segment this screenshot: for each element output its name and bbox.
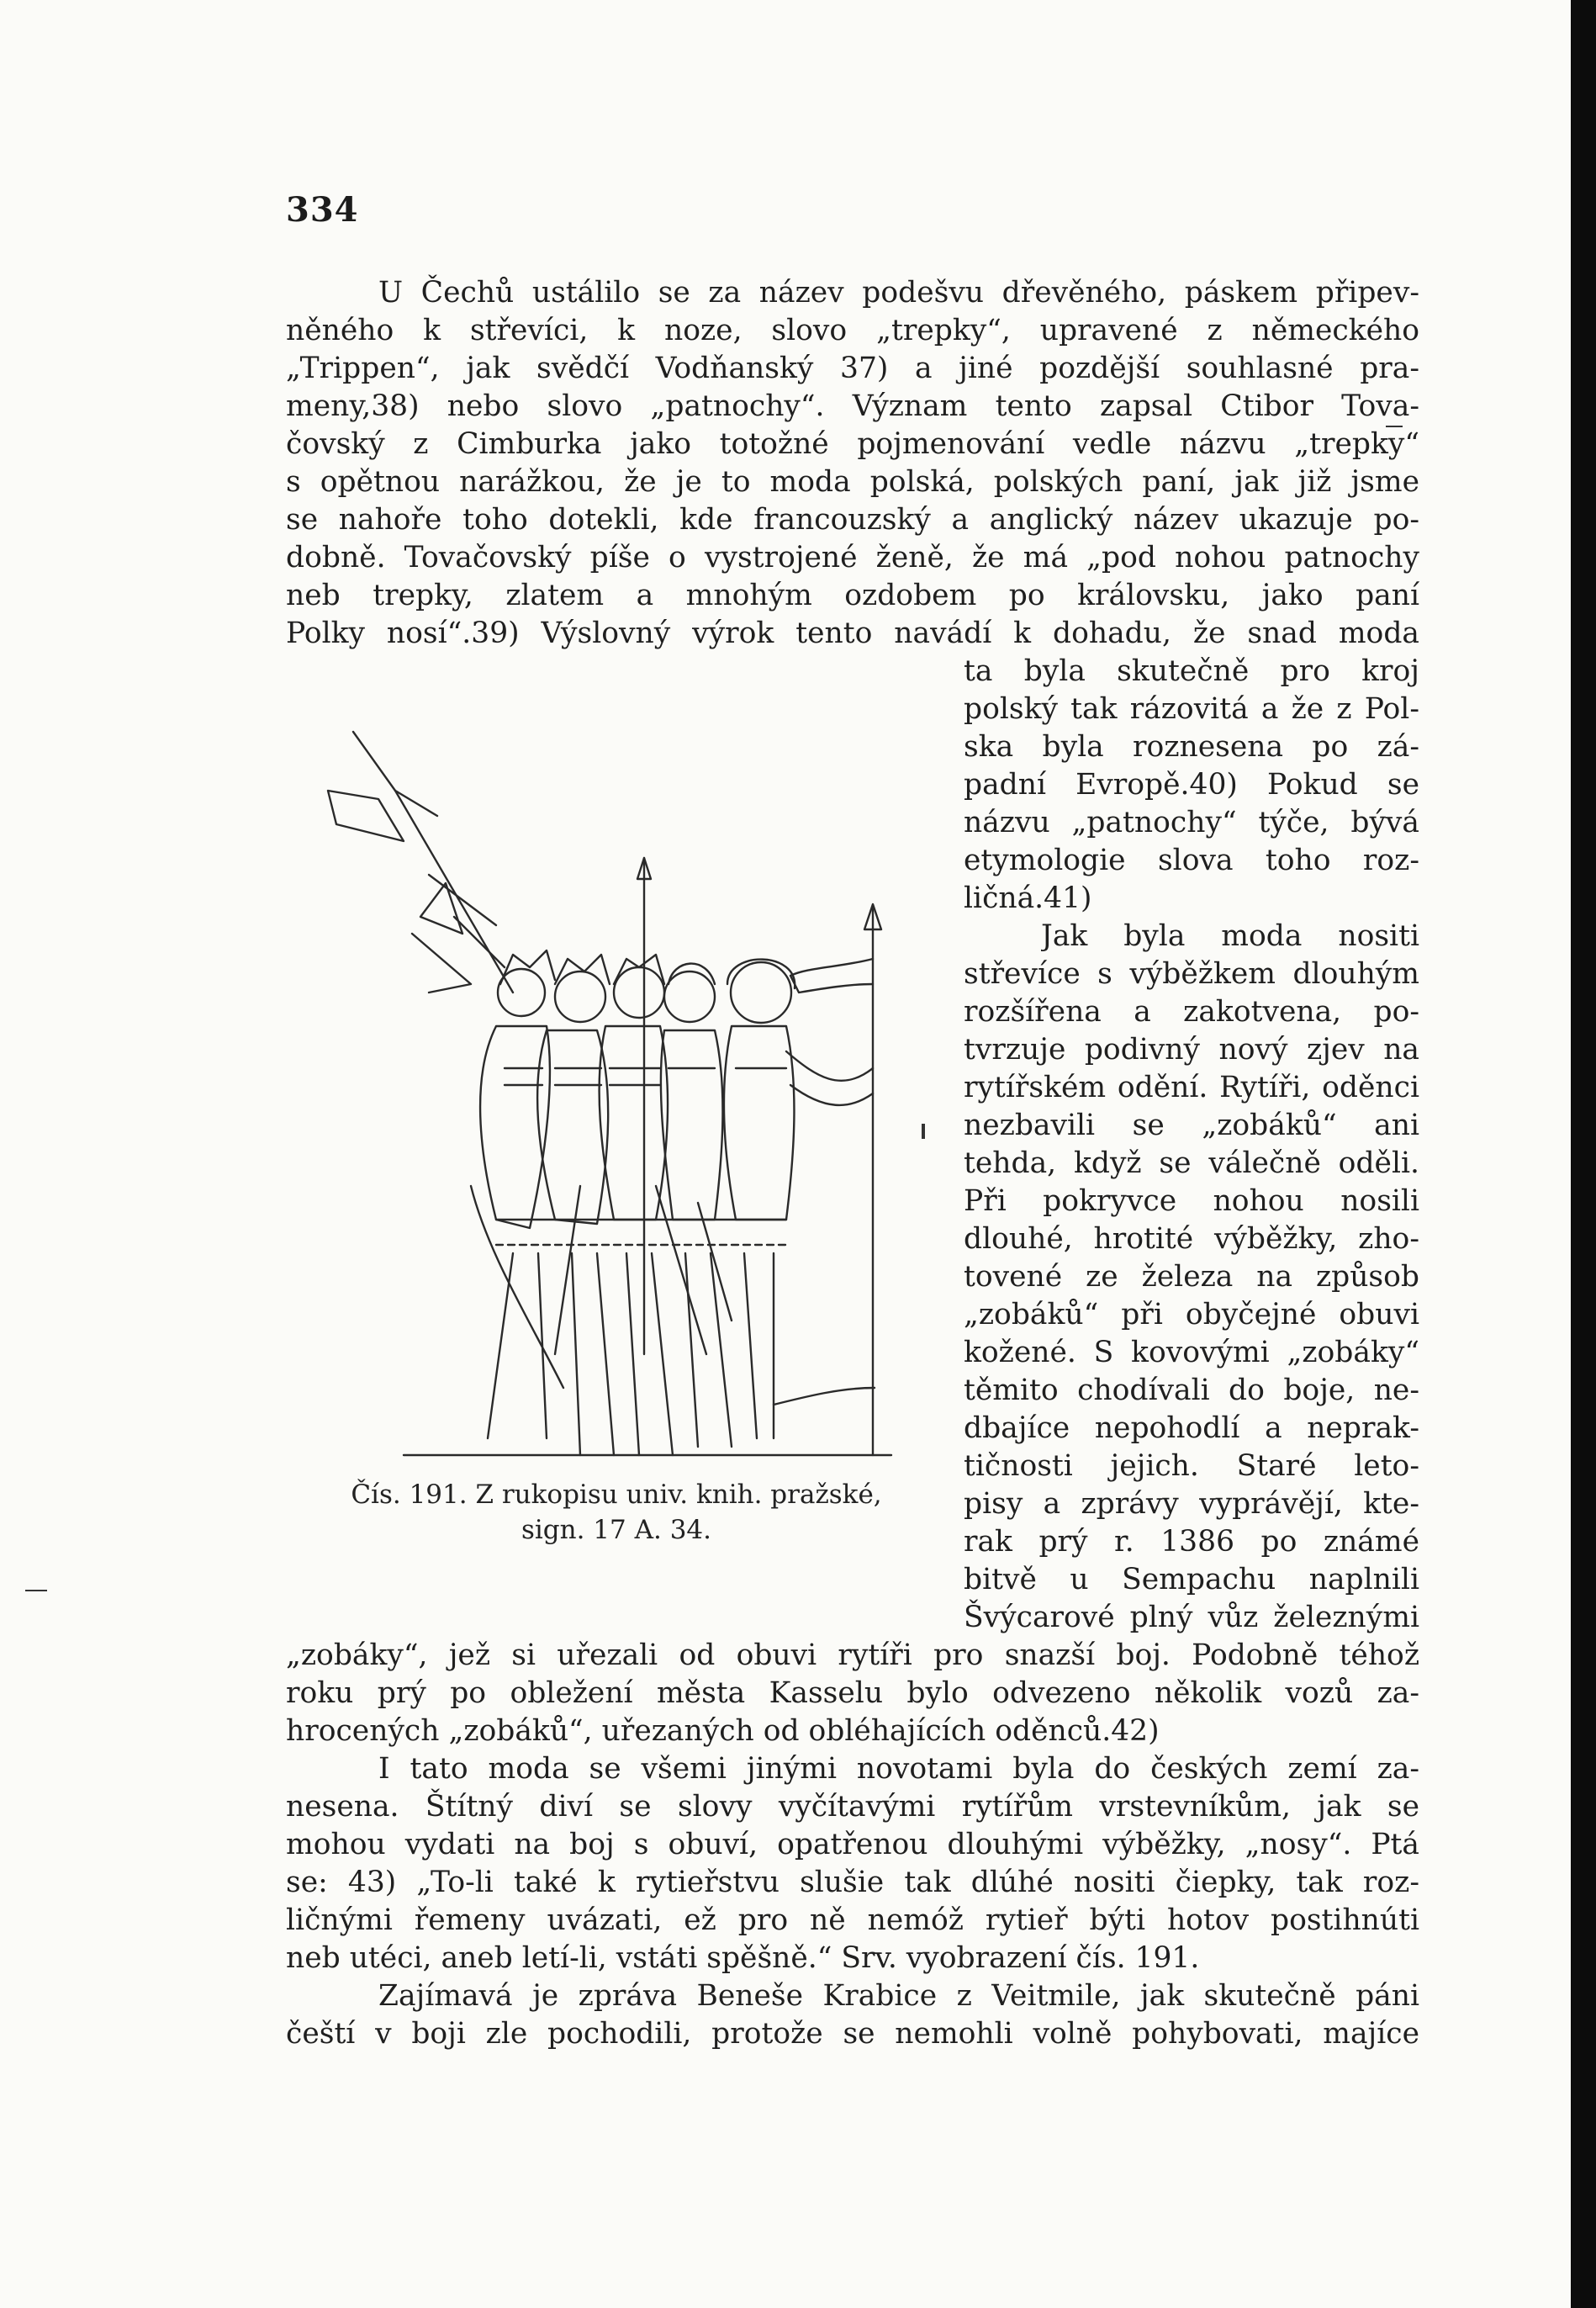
text-line: ta byla skutečně pro kroj bbox=[964, 654, 1419, 688]
text-line: rak prý r. 1386 po známé bbox=[964, 1525, 1419, 1559]
text-line: rytířském odění. Rytíři, oděnci bbox=[964, 1071, 1419, 1104]
text-line: pisy a zprávy vyprávějí, kte- bbox=[964, 1487, 1419, 1521]
text-line: se nahoře toho dotekli, kde francouzský a anglický název ukazuje po- bbox=[286, 503, 1419, 537]
text-line: tičnosti jejich. Staré leto- bbox=[964, 1449, 1419, 1483]
text-line: čeští v boji zle pochodili, protože se nemohli volně pohybovati, majíce bbox=[286, 2017, 1419, 2051]
stray-mark bbox=[922, 1124, 925, 1139]
text-line: I tato moda se všemi jinými novotami byla do českých zemí za- bbox=[378, 1752, 1419, 1786]
text-line: ličnými řemeny uvázati, ež pro ně nemóž rytieř býti hotov postihnúti bbox=[286, 1903, 1419, 1937]
text-line: bitvě u Sempachu naplnili bbox=[964, 1563, 1419, 1596]
text-line: Polky nosí“.39) Výslovný výrok tento navádí k dohadu, že snad moda bbox=[286, 617, 1419, 650]
text-line: „zobáků“ při obyčejné obuvi bbox=[964, 1298, 1419, 1331]
text-line: dlouhé, hrotité výběžky, zho- bbox=[964, 1222, 1419, 1256]
text-line: dbajíce nepohodlí a neprak- bbox=[964, 1411, 1419, 1445]
text-line: hrocených „zobáků“, uřezaných od obléhajících oděnců.42) bbox=[286, 1714, 1160, 1748]
text-line: neb trepky, zlatem a mnohým ozdobem po královsku, jako paní bbox=[286, 579, 1419, 612]
text-line: s opětnou narážkou, že je to moda polská, polských paní, jak již jsme bbox=[286, 465, 1419, 499]
stray-mark bbox=[1386, 426, 1403, 427]
text-line: „zobáky“, jež si uřezali od obuvi rytíři pro snazší boj. Podobně téhož bbox=[286, 1638, 1419, 1672]
text-line: neb utéci, aneb letí-li, vstáti spěšně.“ Srv. vyobrazení čís. 191. bbox=[286, 1941, 1200, 1975]
scan-border bbox=[1571, 0, 1596, 2308]
text-line: ska byla roznesena po zá- bbox=[964, 730, 1419, 764]
text-line: kožené. S kovovými „zobáky“ bbox=[964, 1336, 1419, 1369]
text-line: nesena. Štítný diví se slovy vyčítavými rytířům vrstevníkům, jak se bbox=[286, 1790, 1419, 1824]
text-line: názvu „patnochy“ týče, bývá bbox=[964, 806, 1419, 839]
text-line: tehda, když se válečně oděli. bbox=[964, 1146, 1419, 1180]
figure-caption-line2: sign. 17 A. 34. bbox=[521, 1515, 712, 1545]
text-line: tvrzuje podivný nový zjev na bbox=[964, 1033, 1419, 1067]
text-line: tovené ze železa na způsob bbox=[964, 1260, 1419, 1294]
text-line: čovský z Cimburka jako totožné pojmenování vedle názvu „trepky“ bbox=[286, 427, 1419, 461]
text-line: ličná.41) bbox=[964, 881, 1092, 915]
text-line: Jak byla moda nositi bbox=[1041, 919, 1419, 953]
text-line: meny,38) nebo slovo „patnochy“. Význam tento zapsal Ctibor Tova- bbox=[286, 389, 1419, 423]
text-line: mohou vydati na boj s obuví, opatřenou dlouhými výběžky, „nosy“. Ptá bbox=[286, 1828, 1419, 1861]
text-line: něného k střevíci, k noze, slovo „trepky“, upravené z německého bbox=[286, 314, 1419, 347]
text-line: Zajímavá je zpráva Beneše Krabice z Veitmile, jak skutečně páni bbox=[378, 1979, 1419, 2013]
knights-illustration bbox=[303, 715, 942, 1472]
text-line: střevíce s výběžkem dlouhým bbox=[964, 957, 1419, 991]
stray-mark bbox=[25, 1590, 47, 1591]
text-line: polský tak rázovitá a že z Pol- bbox=[964, 692, 1419, 726]
text-line: etymologie slova toho roz- bbox=[964, 844, 1419, 877]
text-line: dobně. Tovačovský píše o vystrojené ženě, že má „pod nohou patnochy bbox=[286, 541, 1419, 574]
text-line: padní Evropě.40) Pokud se bbox=[964, 768, 1419, 802]
text-line: Švýcarové plný vůz železnými bbox=[964, 1601, 1419, 1634]
text-line: U Čechů ustálilo se za název podešvu dřevěného, páskem připev- bbox=[378, 276, 1419, 310]
figure-caption-line1: Čís. 191. Z rukopisu univ. knih. pražské, bbox=[351, 1480, 882, 1510]
text-line: rozšířena a zakotvena, po- bbox=[964, 995, 1419, 1029]
text-line: nezbavili se „zobáků“ ani bbox=[964, 1109, 1419, 1142]
text-line: roku prý po obležení města Kasselu bylo odvezeno několik vozů za- bbox=[286, 1676, 1419, 1710]
text-line: Při pokryvce nohou nosili bbox=[964, 1184, 1419, 1218]
text-line: „Trippen“, jak svědčí Vodňanský 37) a jiné pozdější souhlasné pra- bbox=[286, 352, 1419, 385]
page-number: 334 bbox=[286, 190, 359, 230]
text-line: těmito chodívali do boje, ne- bbox=[964, 1374, 1419, 1407]
text-line: se: 43) „To-li také k rytieřstvu slušie tak dlúhé nositi čiepky, tak roz- bbox=[286, 1866, 1419, 1899]
